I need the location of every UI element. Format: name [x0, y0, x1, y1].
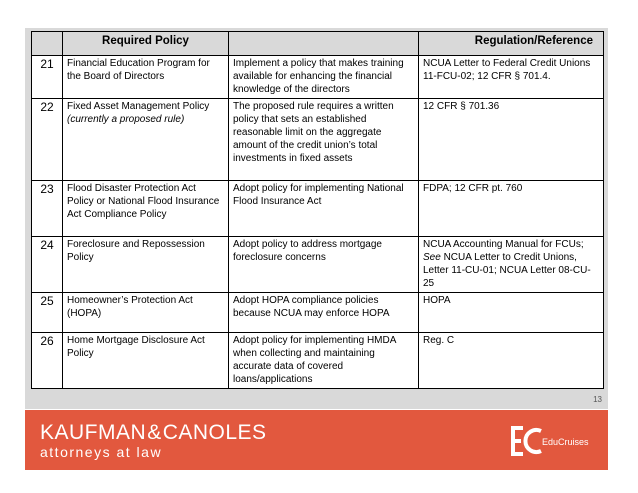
policy-cell: Flood Disaster Protection Act Policy or National Flood Insurance Act Compliance Policy [63, 181, 229, 237]
header-regulation-reference: Regulation/Reference [419, 32, 604, 56]
policy-text: Fixed Asset Management Policy [67, 101, 210, 112]
header-required-policy: Required Policy [63, 32, 229, 56]
reference-cell [419, 237, 604, 293]
policy-table [31, 31, 604, 389]
reference-cell: FDPA; 12 CFR pt. 760 [419, 181, 604, 237]
row-number: 26 [32, 333, 63, 389]
action-cell: Adopt policy to address mortgage foreclosure concerns [229, 237, 419, 293]
table-row [32, 99, 604, 181]
reference-cell: 12 CFR § 701.36 [419, 99, 604, 181]
table-row [32, 181, 604, 237]
educruises-logo [510, 423, 600, 459]
brand-name [40, 422, 267, 444]
ec-mark-icon [510, 423, 544, 459]
policy-cell [63, 99, 229, 181]
brand-name-right: CANOLES [162, 421, 267, 444]
header-action [229, 32, 419, 56]
reference-italic: See [423, 252, 441, 263]
policy-cell: Homeowner’s Protection Act (HOPA) [63, 293, 229, 333]
reference-text: NCUA Letter to Credit Unions, Letter 11-CU-01; NCUA Letter 08-CU-25 [423, 252, 591, 289]
reference-cell: NCUA Letter to Federal Credit Unions 11-FCU-02; 12 CFR § 701.4. [419, 56, 604, 99]
row-number: 23 [32, 181, 63, 237]
action-cell: Implement a policy that makes training available for enhancing the financial knowledge of the directors [229, 56, 419, 99]
policy-cell: Financial Education Program for the Board of Directors [63, 56, 229, 99]
brand-ampersand: & [147, 421, 162, 444]
table-header-row [32, 32, 604, 56]
reference-text: NCUA Accounting Manual for FCUs; [423, 239, 584, 250]
table-row [32, 333, 604, 389]
table-row [32, 237, 604, 293]
row-number: 21 [32, 56, 63, 99]
header-number [32, 32, 63, 56]
brand-tagline: attorneys at law [40, 444, 163, 460]
footer-bar [25, 410, 608, 470]
kaufman-canoles-logo [40, 422, 267, 460]
educruises-wordmark: EduCruises [542, 437, 589, 447]
row-number: 22 [32, 99, 63, 181]
table-row [32, 56, 604, 99]
action-cell: Adopt policy for implementing National Flood Insurance Act [229, 181, 419, 237]
policy-italic-note: (currently a proposed rule) [67, 114, 185, 125]
action-cell: Adopt policy for implementing HMDA when collecting and maintaining accurate data of covered loans/applications [229, 333, 419, 389]
policy-cell: Home Mortgage Disclosure Act Policy [63, 333, 229, 389]
row-number: 24 [32, 237, 63, 293]
action-cell: Adopt HOPA compliance policies because NCUA may enforce HOPA [229, 293, 419, 333]
reference-cell: HOPA [419, 293, 604, 333]
action-cell: The proposed rule requires a written policy that sets an established reasonable limit on the aggregate amount of the credit union’s total investments in fixed assets [229, 99, 419, 181]
brand-name-left: KAUFMAN [40, 421, 147, 444]
reference-cell: Reg. C [419, 333, 604, 389]
row-number: 25 [32, 293, 63, 333]
table-row [32, 293, 604, 333]
page-number: 13 [593, 395, 602, 404]
policy-cell: Foreclosure and Repossession Policy [63, 237, 229, 293]
